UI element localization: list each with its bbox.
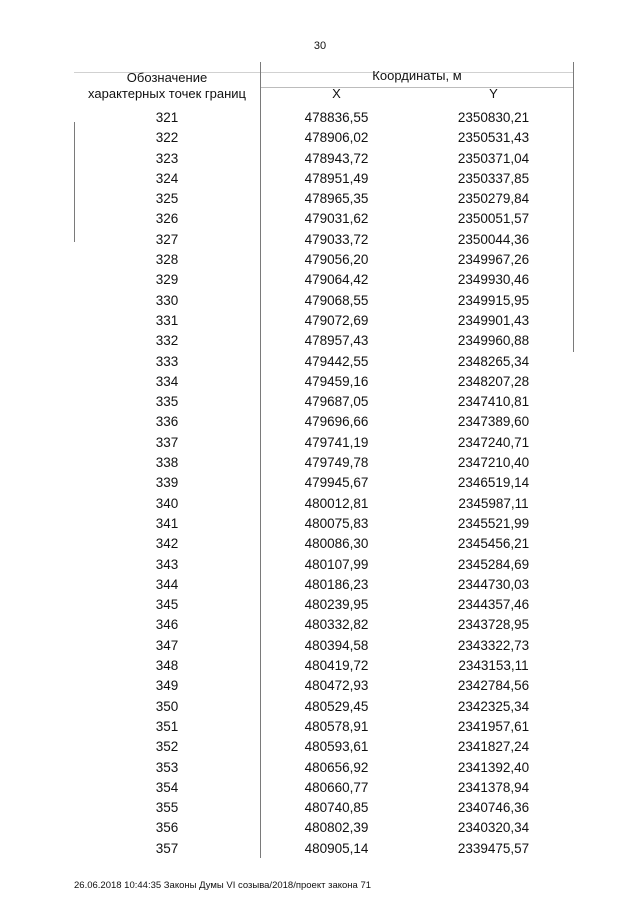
point-number-cell: 348 xyxy=(155,658,179,674)
table-row xyxy=(74,818,574,838)
x-coordinate-cell: 480086,30 xyxy=(304,536,369,552)
point-number-cell: 332 xyxy=(155,333,179,349)
x-coordinate-cell: 480472,93 xyxy=(304,678,369,694)
y-coordinate-cell: 2347410,81 xyxy=(457,394,530,410)
x-coordinate-cell: 479033,72 xyxy=(304,231,369,247)
table-row xyxy=(74,189,574,209)
table-row xyxy=(74,169,574,189)
point-number-cell: 339 xyxy=(155,475,179,491)
table-row xyxy=(74,555,574,575)
x-coordinate-cell: 479741,19 xyxy=(304,434,369,450)
y-coordinate-cell: 2344357,46 xyxy=(457,597,530,613)
y-coordinate-cell: 2348207,28 xyxy=(457,373,530,389)
table-row xyxy=(74,636,574,656)
x-coordinate-cell: 480656,92 xyxy=(304,759,369,775)
table-row xyxy=(74,473,574,493)
point-number-cell: 349 xyxy=(155,678,179,694)
point-number-cell: 336 xyxy=(155,414,179,430)
y-coordinate-cell: 2340746,36 xyxy=(457,800,530,816)
y-coordinate-cell: 2344730,03 xyxy=(457,576,530,592)
x-coordinate-cell: 478957,43 xyxy=(304,333,369,349)
point-number-cell: 327 xyxy=(155,231,179,247)
point-number-cell: 338 xyxy=(155,455,179,471)
y-coordinate-cell: 2349915,95 xyxy=(457,292,530,308)
y-coordinate-cell: 2349901,43 xyxy=(457,312,530,328)
y-coordinate-cell: 2350531,43 xyxy=(457,130,530,146)
point-number-cell: 352 xyxy=(155,739,179,755)
y-coordinate-cell: 2345987,11 xyxy=(458,495,529,511)
table-row xyxy=(74,615,574,635)
y-coordinate-cell: 2350830,21 xyxy=(457,110,530,125)
point-number-cell: 328 xyxy=(155,252,179,268)
x-coordinate-cell: 478951,49 xyxy=(304,170,369,186)
y-coordinate-cell: 2349930,46 xyxy=(457,272,530,288)
x-coordinate-cell: 478943,72 xyxy=(304,150,369,166)
point-number-cell: 322 xyxy=(155,130,179,146)
y-coordinate-cell: 2343153,11 xyxy=(458,658,529,674)
point-number-cell: 329 xyxy=(155,272,179,288)
x-coordinate-cell: 480394,58 xyxy=(304,637,369,653)
y-coordinate-cell: 2339475,57 xyxy=(457,840,530,856)
point-number-cell: 326 xyxy=(155,211,179,227)
x-coordinate-cell: 480332,82 xyxy=(304,617,369,633)
point-number-cell: 340 xyxy=(155,495,179,511)
x-coordinate-cell: 480419,72 xyxy=(304,658,369,674)
header-designation xyxy=(74,70,260,102)
table-row xyxy=(74,839,574,859)
table-row xyxy=(74,453,574,473)
table-row xyxy=(74,331,574,351)
y-coordinate-cell: 2348265,34 xyxy=(457,353,530,369)
x-coordinate-cell: 479749,78 xyxy=(304,455,369,471)
point-number-cell: 324 xyxy=(155,170,179,186)
footer-note: 26.06.2018 10:44:35 Законы Думы VI созыва/2018/проект закона 71 xyxy=(74,880,372,891)
header-x: X xyxy=(332,86,341,101)
table-row xyxy=(74,250,574,270)
point-number-cell: 323 xyxy=(155,150,179,166)
table-row xyxy=(74,108,574,128)
y-coordinate-cell: 2343728,95 xyxy=(457,617,530,633)
x-coordinate-cell: 480802,39 xyxy=(304,820,369,836)
table-row xyxy=(74,758,574,778)
y-coordinate-cell: 2350337,85 xyxy=(457,170,530,186)
table-row xyxy=(74,676,574,696)
x-coordinate-cell: 480107,99 xyxy=(304,556,369,572)
table-row xyxy=(74,717,574,737)
y-coordinate-cell: 2343322,73 xyxy=(457,637,530,653)
x-coordinate-cell: 478836,55 xyxy=(304,110,369,125)
table-row xyxy=(74,697,574,717)
y-coordinate-cell: 2350044,36 xyxy=(457,231,530,247)
table-row xyxy=(74,230,574,250)
y-coordinate-cell: 2347210,40 xyxy=(457,455,530,471)
y-coordinate-cell: 2347389,60 xyxy=(457,414,530,430)
point-number-cell: 357 xyxy=(155,840,179,856)
x-coordinate-cell: 479687,05 xyxy=(304,394,369,410)
point-number-cell: 330 xyxy=(155,292,179,308)
point-number-cell: 331 xyxy=(155,312,179,328)
x-coordinate-cell: 479072,69 xyxy=(304,312,369,328)
point-number-cell: 356 xyxy=(155,820,179,836)
table-row xyxy=(74,412,574,432)
table-body xyxy=(74,108,574,859)
x-coordinate-cell: 480660,77 xyxy=(304,779,369,795)
y-coordinate-cell: 2350279,84 xyxy=(457,191,530,207)
header-coordinates: Координаты, м xyxy=(372,68,462,83)
table-row xyxy=(74,128,574,148)
table-row xyxy=(74,595,574,615)
point-number-cell: 341 xyxy=(155,515,179,531)
table-row xyxy=(74,534,574,554)
point-number-cell: 350 xyxy=(155,698,179,714)
x-coordinate-cell: 480012,81 xyxy=(304,495,369,511)
point-number-cell: 346 xyxy=(155,617,179,633)
x-coordinate-cell: 479945,67 xyxy=(304,475,369,491)
x-coordinate-cell: 480186,23 xyxy=(304,576,369,592)
table-row xyxy=(74,494,574,514)
table-row xyxy=(74,311,574,331)
point-number-cell: 334 xyxy=(155,373,179,389)
table-row xyxy=(74,514,574,534)
y-coordinate-cell: 2341378,94 xyxy=(457,779,530,795)
point-number-cell: 355 xyxy=(155,800,179,816)
x-coordinate-cell: 480075,83 xyxy=(304,515,369,531)
header-designation-line1: Обозначение xyxy=(126,70,208,85)
table-row xyxy=(74,778,574,798)
x-coordinate-cell: 480593,61 xyxy=(304,739,369,755)
table-row xyxy=(74,291,574,311)
x-coordinate-cell: 479068,55 xyxy=(304,292,369,308)
y-coordinate-cell: 2342784,56 xyxy=(457,678,530,694)
x-coordinate-cell: 479031,62 xyxy=(304,211,369,227)
header-designation-line2: характерных точек границ xyxy=(88,86,246,101)
y-coordinate-cell: 2347240,71 xyxy=(457,434,530,450)
x-coordinate-cell: 479056,20 xyxy=(304,252,369,268)
table-row xyxy=(74,352,574,372)
x-coordinate-cell: 480529,45 xyxy=(304,698,369,714)
table-row xyxy=(74,575,574,595)
x-coordinate-cell: 478906,02 xyxy=(304,130,369,146)
y-coordinate-cell: 2350371,04 xyxy=(457,150,530,166)
x-coordinate-cell: 480740,85 xyxy=(304,800,369,816)
x-coordinate-cell: 479459,16 xyxy=(304,373,369,389)
point-number-cell: 342 xyxy=(155,536,179,552)
table-row xyxy=(74,433,574,453)
point-number-cell: 321 xyxy=(155,110,179,125)
point-number-cell: 343 xyxy=(155,556,179,572)
table-row xyxy=(74,798,574,818)
table-header xyxy=(74,62,574,108)
x-coordinate-cell: 479442,55 xyxy=(304,353,369,369)
y-coordinate-cell: 2340320,34 xyxy=(457,820,530,836)
coordinates-table xyxy=(74,62,574,858)
table-row xyxy=(74,737,574,757)
point-number-cell: 325 xyxy=(155,191,179,207)
y-coordinate-cell: 2349967,26 xyxy=(457,252,530,268)
y-coordinate-cell: 2350051,57 xyxy=(457,211,530,227)
x-coordinate-cell: 479064,42 xyxy=(304,272,369,288)
table-row xyxy=(74,149,574,169)
y-coordinate-cell: 2341827,24 xyxy=(457,739,530,755)
point-number-cell: 351 xyxy=(155,718,179,734)
point-number-cell: 344 xyxy=(155,576,179,592)
point-number-cell: 345 xyxy=(155,597,179,613)
x-coordinate-cell: 480578,91 xyxy=(304,718,369,734)
y-coordinate-cell: 2346519,14 xyxy=(457,475,530,491)
y-coordinate-cell: 2345456,21 xyxy=(457,536,530,552)
x-coordinate-cell: 479696,66 xyxy=(304,414,369,430)
table-row xyxy=(74,270,574,290)
x-coordinate-cell: 478965,35 xyxy=(304,191,369,207)
point-number-cell: 337 xyxy=(155,434,179,450)
y-coordinate-cell: 2341392,40 xyxy=(457,759,530,775)
point-number-cell: 354 xyxy=(155,779,179,795)
table-row xyxy=(74,656,574,676)
point-number-cell: 333 xyxy=(155,353,179,369)
header-y: Y xyxy=(489,86,498,101)
x-coordinate-cell: 480905,14 xyxy=(304,840,369,856)
y-coordinate-cell: 2345284,69 xyxy=(457,556,530,572)
table-row xyxy=(74,209,574,229)
y-coordinate-cell: 2342325,34 xyxy=(457,698,530,714)
point-number-cell: 335 xyxy=(155,394,179,410)
x-coordinate-cell: 480239,95 xyxy=(304,597,369,613)
page-number: 30 xyxy=(313,40,327,52)
table-row xyxy=(74,392,574,412)
point-number-cell: 347 xyxy=(155,637,179,653)
y-coordinate-cell: 2345521,99 xyxy=(457,515,530,531)
y-coordinate-cell: 2341957,61 xyxy=(457,718,530,734)
table-row xyxy=(74,372,574,392)
point-number-cell: 353 xyxy=(155,759,179,775)
y-coordinate-cell: 2349960,88 xyxy=(457,333,530,349)
